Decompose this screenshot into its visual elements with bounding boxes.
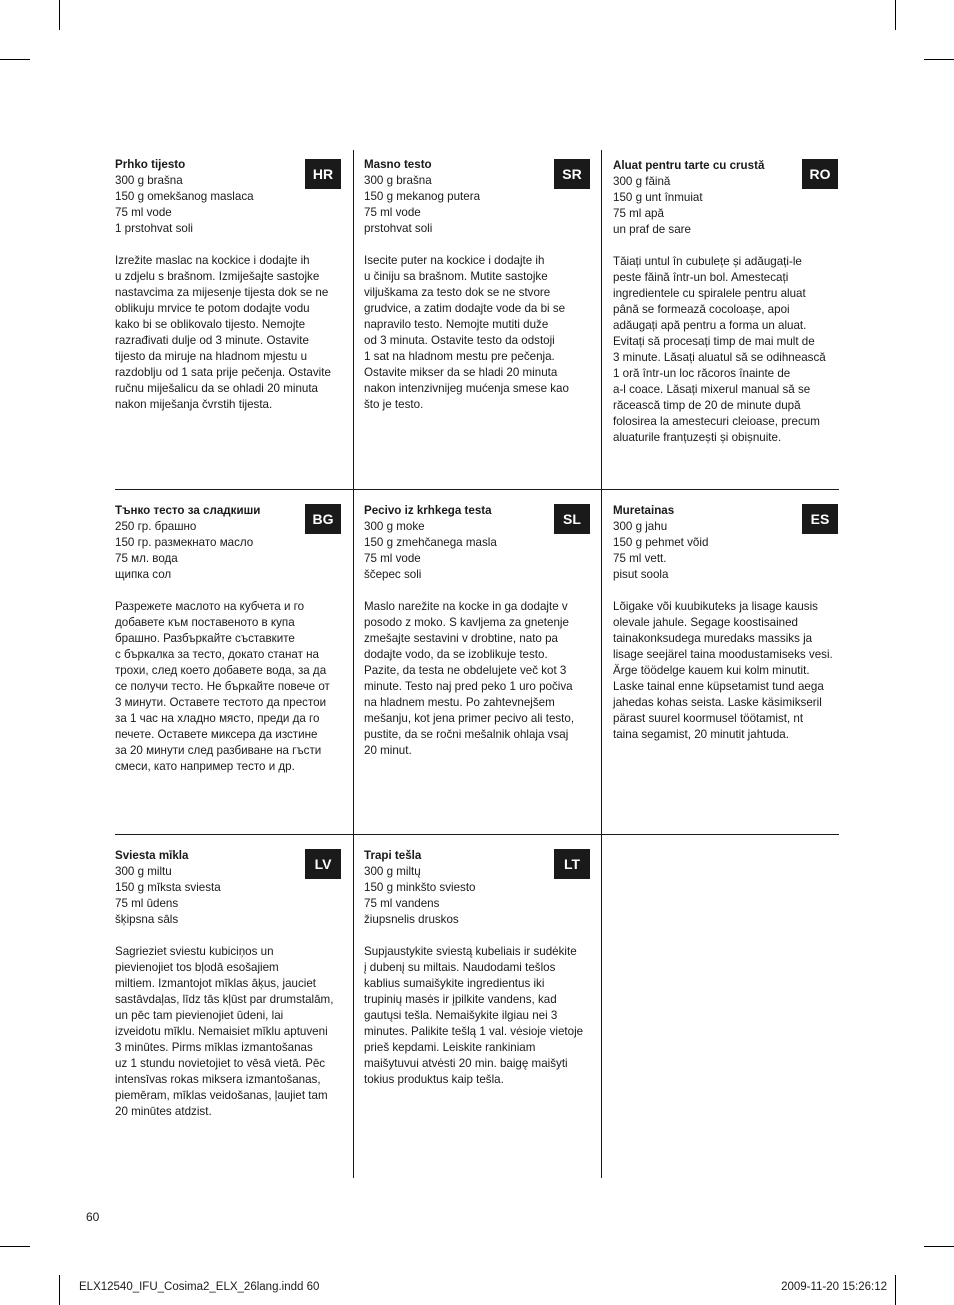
method-line: grudvice, a zatim dodajte vode da bi se [364, 302, 566, 315]
ingredient-line: 1 prstohvat soli [115, 222, 193, 235]
method-line: 1 sat na hladnom mestu pre pečenja. [364, 350, 555, 363]
footer-file-info: ELX12540_IFU_Cosima2_ELX_26lang.indd 60 [79, 1281, 320, 1293]
recipe-bg [115, 503, 341, 775]
crop-mark [0, 1246, 30, 1247]
row-divider [115, 834, 839, 835]
method-line: posodo z moko. S kavljema za gnetenje [364, 616, 569, 629]
method-line: за 1 час на хладно място, преди да го [115, 712, 320, 725]
paragraph-gap [364, 237, 590, 253]
ingredient-line: 150 g zmehčanega masla [364, 536, 497, 549]
language-badge-hr: HR [305, 159, 341, 189]
method-line: u zdjelu s brašnom. Izmiješajte sastojke [115, 270, 320, 283]
method-line: pievienojiet tos bļodā esošajiem [115, 961, 279, 974]
crop-mark [895, 1275, 896, 1305]
method-line: kako bi se oblikovalo tijesto. Nemojte [115, 318, 306, 331]
method-line: pustite, da se ročni mešalnik ohlaja vsaj [364, 728, 569, 741]
method-line: sastāvdaļas, līdz tās kļūst par drumstalām, [115, 993, 334, 1006]
column-divider [601, 150, 602, 1178]
ingredient-line: 75 ml vode [364, 206, 421, 219]
ingredient-line: pisut soola [613, 568, 669, 581]
method-line: Pazite, da testa ne obdelujete več kot 3 [364, 664, 567, 677]
ingredient-line: 300 g brašna [115, 174, 183, 187]
recipe-sl [364, 503, 590, 759]
method-line: Laske tainal enne küpsetamist tund aega [613, 680, 824, 693]
method-line: peste făină într-un bol. Amestecați [613, 271, 789, 284]
crop-mark [924, 1246, 954, 1247]
ingredient-line: 150 гр. размекнато масло [115, 536, 254, 549]
ingredient-line: 150 g mīksta sviesta [115, 881, 221, 894]
ingredient-line: 250 гр. брашно [115, 520, 197, 533]
method-line: trupinių masės ir įpilkite vandens, kad [364, 993, 557, 1006]
method-line: tijesto da miruje na hladnom mjestu u [115, 350, 308, 363]
crop-mark [924, 59, 954, 60]
paragraph-gap [364, 583, 590, 599]
ingredient-line: 300 g miltu [115, 865, 172, 878]
recipe-title: Muretainas [613, 504, 675, 517]
ingredient-line: 150 g unt înmuiat [613, 191, 703, 204]
crop-mark [59, 0, 60, 30]
method-line: 1 oră într-un loc răcoros înainte de [613, 367, 791, 380]
paragraph-gap [613, 583, 839, 599]
method-line: razrađivati dulje od 3 minute. Ostavite [115, 334, 309, 347]
recipe-sr [364, 157, 590, 413]
recipe-lv [115, 848, 341, 1120]
method-line: Izrežite maslac na kockice i dodajte ih [115, 254, 310, 267]
ingredient-line: щипка сол [115, 568, 172, 581]
paragraph-gap [115, 928, 341, 944]
recipe-title: Aluat pentru tarte cu crustă [613, 159, 765, 172]
language-badge-bg: BG [305, 504, 341, 534]
method-line: смеси, като например тесто и др. [115, 760, 295, 773]
method-line: се получи тесто. Не бъркайте повече от [115, 680, 330, 693]
method-line: na hladnem mestu. Po zahtevnejšem [364, 696, 555, 709]
language-badge-lt: LT [554, 849, 590, 879]
method-line: viljuškama za testo dok se ne stvore [364, 286, 551, 299]
method-line: taina segamist, 20 minutit jahtuda. [613, 728, 789, 741]
recipe-title: Pecivo iz krhkega testa [364, 504, 492, 517]
ingredient-line: ščepec soli [364, 568, 422, 581]
method-line: Evitați să procesați timp de mai mult de [613, 335, 815, 348]
method-line: добавете към поставеното в купа [115, 616, 295, 629]
method-line: Sagrieziet sviestu kubiciņos un [115, 945, 274, 958]
method-line: 20 minūtes atdzist. [115, 1105, 212, 1118]
footer-datetime: 2009-11-20 15:26:12 [781, 1281, 887, 1293]
ingredient-line: 300 g brašna [364, 174, 432, 187]
method-line: od 3 minuta. Ostavite testo da odstoji [364, 334, 555, 347]
ingredient-line: 150 g mekanog putera [364, 190, 481, 203]
method-line: minutes. Palikite tešlą 1 val. vėsioje vietoje [364, 1025, 584, 1038]
method-line: uz 1 stundu novietojiet to vēsā vietā. Pēc [115, 1057, 326, 1070]
method-line: Ostavite mikser da se hladi 20 minuta [364, 366, 558, 379]
ingredient-line: un praf de sare [613, 223, 691, 236]
page-number: 60 [86, 1210, 100, 1224]
recipe-title: Sviesta mīkla [115, 849, 189, 862]
method-line: oblikuju mrvice te potom dodajte vodu [115, 302, 310, 315]
method-line: печете. Оставете миксера да изстине [115, 728, 318, 741]
method-line: mešanju, kot jena primer pecivo ali testo, [364, 712, 575, 725]
crop-mark [895, 0, 896, 30]
column-divider [353, 150, 354, 1178]
recipe-ro [613, 158, 839, 446]
method-line: 3 minute. Lăsați aluatul să se odihnească [613, 351, 826, 364]
recipe-title: Prhko tijesto [115, 158, 186, 171]
method-line: un pēc tam pievienojiet ūdeni, lai [115, 1009, 284, 1022]
method-line: razdoblju od 1 sata prije pečenja. Ostavite [115, 366, 331, 379]
method-line: Supjaustykite sviestą kubeliais ir sudėkite [364, 945, 577, 958]
ingredient-line: 300 g făină [613, 175, 671, 188]
ingredient-line: 300 g miltų [364, 865, 421, 878]
method-line: gautųsi tešla. Nemaišykite ilgiau nei 3 [364, 1009, 558, 1022]
method-line: olevale jahule. Segage koostisained [613, 616, 798, 629]
method-line: за 20 минути след разбиване на гъсти [115, 744, 322, 757]
method-line: minute. Testo naj pred peko 1 uro počiva [364, 680, 573, 693]
language-badge-lv: LV [305, 849, 341, 879]
method-line: трохи, след което добавете вода, за да [115, 664, 327, 677]
ingredient-line: 75 ml ūdens [115, 897, 179, 910]
language-badge-es: ES [802, 504, 838, 534]
method-line: răcească timp de 20 de minute după [613, 399, 801, 412]
method-line: į dubenį su miltais. Naudodami tešlos [364, 961, 556, 974]
method-line: Ärge töödelge kauem kui kolm minutit. [613, 664, 810, 677]
method-line: izveidotu mīklu. Nemaisiet mīklu aptuveni [115, 1025, 328, 1038]
method-line: lisage seejärel taina moodustamiseks vesi. [613, 648, 833, 661]
paragraph-gap [115, 237, 341, 253]
ingredient-line: žiupsnelis druskos [364, 913, 459, 926]
ingredient-line: 150 g omekšanog maslaca [115, 190, 254, 203]
recipe-lt [364, 848, 590, 1088]
method-line: Lõigake või kuubikuteks ja lisage kausis [613, 600, 818, 613]
method-line: prieš kepdami. Leiskite rankiniam [364, 1041, 536, 1054]
method-line: nakon miješanja čvrstih tijesta. [115, 398, 273, 411]
method-line: intensīvas rokas miksera izmantošanas, [115, 1073, 321, 1086]
method-line: jahedas kohas seista. Laske käsimikseril [613, 696, 822, 709]
method-line: dodajte vodo, da se izoblikuje testo. [364, 648, 548, 661]
crop-mark [59, 1275, 60, 1305]
method-line: kablius sumaišykite ingredientus iki [364, 977, 545, 990]
method-line: Tăiați untul în cubulețe și adăugați-le [613, 255, 802, 268]
row-divider [115, 489, 839, 490]
ingredient-line: 75 ml vandens [364, 897, 440, 910]
paragraph-gap [115, 583, 341, 599]
method-line: tokius produktus kaip tešla. [364, 1073, 504, 1086]
ingredient-line: 75 ml apă [613, 207, 664, 220]
recipe-title: Trapi tešla [364, 849, 422, 862]
recipe-hr [115, 157, 341, 413]
method-line: брашно. Разбъркайте съставките [115, 632, 295, 645]
method-line: piemēram, mīklas veidošanas, ļaujiet tam [115, 1089, 328, 1102]
paragraph-gap [613, 238, 839, 254]
method-line: Maslo narežite na kocke in ga dodajte v [364, 600, 568, 613]
recipe-title: Masno testo [364, 158, 432, 171]
paragraph-gap [364, 928, 590, 944]
method-line: napravilo testo. Nemojte mutiti duže [364, 318, 549, 331]
method-line: što je testo. [364, 398, 424, 411]
method-line: nakon intenzivnijeg mućenja smese kao [364, 382, 569, 395]
method-line: с бъркалка за тесто, докато станат на [115, 648, 319, 661]
ingredient-line: 75 ml vett. [613, 552, 667, 565]
method-line: Разрежете маслото на кубчета и го [115, 600, 305, 613]
method-line: până se formează cocoloașe, apoi [613, 303, 790, 316]
language-badge-sl: SL [554, 504, 590, 534]
ingredient-line: 75 мл. вода [115, 552, 178, 565]
ingredient-line: 300 g jahu [613, 520, 668, 533]
method-line: 20 minut. [364, 744, 412, 757]
recipe-es [613, 503, 839, 743]
method-line: miltiem. Izmantojot mīklas āķus, jauciet [115, 977, 317, 990]
ingredient-line: šķipsna sāls [115, 913, 179, 926]
method-line: folosirea la amestecuri cleioase, precum [613, 415, 820, 428]
recipe-title: Тънко тесто за сладкиши [115, 504, 261, 517]
language-badge-sr: SR [554, 159, 590, 189]
method-line: Isecite puter na kockice i dodajte ih [364, 254, 545, 267]
language-badge-ro: RO [802, 159, 838, 189]
method-line: maišytuvui atvėsti 20 min. baigę maišyti [364, 1057, 568, 1070]
method-line: 3 minūtes. Pirms mīklas izmantošanas [115, 1041, 313, 1054]
method-line: 3 минути. Оставете тестото да престои [115, 696, 327, 709]
ingredient-line: 300 g moke [364, 520, 425, 533]
method-line: ingredientele cu spiralele pentru aluat [613, 287, 806, 300]
method-line: ručnu miješalicu da se ohladi 20 minuta [115, 382, 319, 395]
ingredient-line: 75 ml vode [115, 206, 172, 219]
method-line: adăugați apă pentru a forma un aluat. [613, 319, 807, 332]
method-line: a-l coace. Lăsați mixerul manual să se [613, 383, 811, 396]
method-line: zmešajte sestavini v drobtine, nato pa [364, 632, 558, 645]
ingredient-line: 150 g pehmet võid [613, 536, 709, 549]
method-line: aluaturile franțuzești și obișnuite. [613, 431, 782, 444]
ingredient-line: 75 ml vode [364, 552, 421, 565]
method-line: tainakonksudega muredaks massiks ja [613, 632, 813, 645]
ingredient-line: prstohvat soli [364, 222, 433, 235]
ingredient-line: 150 g minkšto sviesto [364, 881, 476, 894]
method-line: pärast suurel koormusel töötamist, nt [613, 712, 804, 725]
method-line: u činiju sa brašnom. Mutite sastojke [364, 270, 548, 283]
method-line: nastavcima za mijesenje tijesta dok se ne [115, 286, 329, 299]
crop-mark [0, 59, 30, 60]
